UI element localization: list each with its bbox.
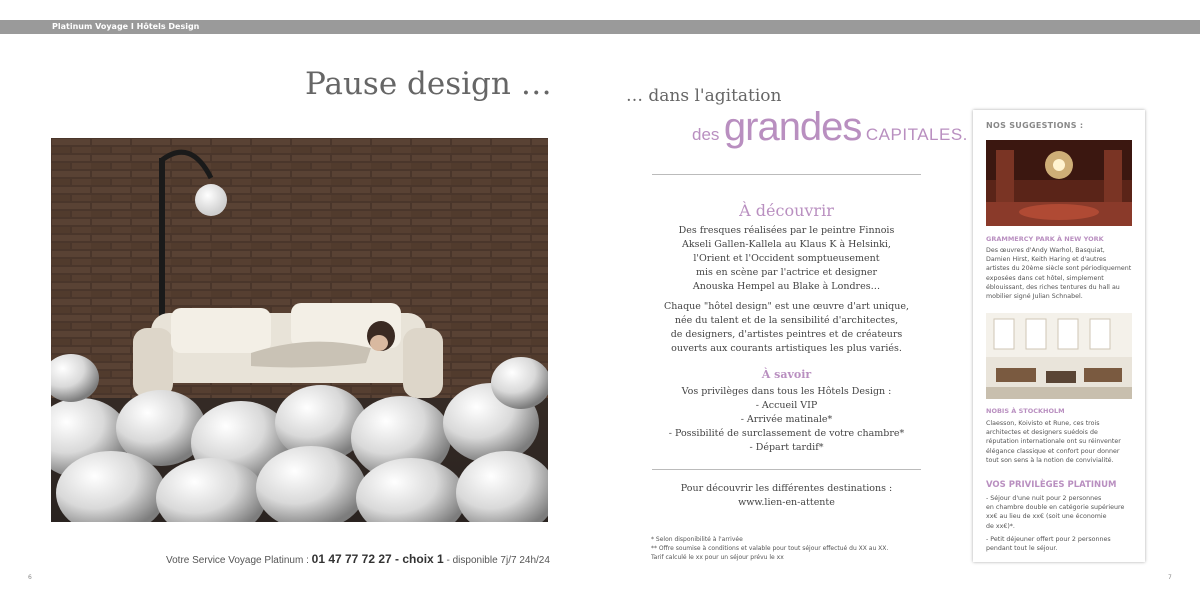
privileges-list xyxy=(986,494,1136,553)
savoir-item: - Départ tardif* xyxy=(749,442,824,453)
text-line: Des fresques réalisées par le peintre Finnois xyxy=(678,225,895,236)
hotel1-illustration xyxy=(986,140,1132,226)
footnote: Tarif calculé le xx pour un séjour prévu le xx xyxy=(651,554,784,561)
main-photo xyxy=(51,138,548,522)
savoir-list xyxy=(652,385,921,455)
savoir-heading: À savoir xyxy=(761,368,812,381)
footnote: * Selon disponibilité à l'arrivée xyxy=(651,536,743,543)
privilege-item xyxy=(986,494,1136,531)
text-line: de designers, d'artistes peintres et de créateurs xyxy=(670,329,903,340)
hotel1-description xyxy=(986,246,1136,301)
page-number-right: 7 xyxy=(1168,574,1172,581)
center-column xyxy=(652,174,921,510)
title-left: Pause design … xyxy=(305,66,552,102)
hotel1-name: GRAMMERCY PARK À NEW YORK xyxy=(986,235,1104,243)
text-line: architectes et designers suédois de xyxy=(986,429,1098,437)
text-line: en chambre double en catégorie supérieure xyxy=(986,504,1125,512)
privileges-heading: VOS PRIVILÈGES PLATINUM xyxy=(986,480,1117,490)
savoir-item: - Arrivée matinale* xyxy=(740,414,833,425)
text-line: tout son sens à la notion de convivialité. xyxy=(986,456,1114,464)
hotel2-illustration xyxy=(986,313,1132,399)
title-right-prefix: des xyxy=(692,125,720,144)
service-suffix: - disponible 7j/7 24h/24 xyxy=(443,555,550,566)
discover-paragraph-2 xyxy=(652,300,921,356)
footnote: ** Offre soumise à conditions et valable pour tout séjour effectué du XX au XX. xyxy=(651,545,889,552)
footnotes xyxy=(651,535,888,562)
text-line: exposées dans cet hôtel, simplement xyxy=(986,274,1104,282)
text-line: réputation internationale ont su réinventer xyxy=(986,438,1121,446)
text-line: élégance classique et confort pour donner xyxy=(986,447,1120,455)
text-line: éblouissant, des riches tentures du hall au xyxy=(986,283,1120,291)
text-line: Damien Hirst, Keith Haring et d'autres xyxy=(986,256,1107,264)
text-line: artistes du 20ème siècle sont périodiquement xyxy=(986,265,1132,273)
title-right-line1: … dans l'agitation xyxy=(626,86,782,106)
text-line: - Séjour d'une nuit pour 2 personnes xyxy=(986,495,1102,502)
text-line: Akseli Gallen-Kallela au Klaus K à Helsinki, xyxy=(682,239,891,250)
text-line: Des œuvres d'Andy Warhol, Basquiat, xyxy=(986,247,1105,254)
text-line: ouverts aux courants artistiques les plus variés. xyxy=(671,343,902,354)
destinations xyxy=(652,482,921,510)
privilege-item xyxy=(986,535,1136,553)
text-line: née du talent et de la sensibilité d'architectes, xyxy=(674,315,899,326)
text-line: Chaque "hôtel design" est une œuvre d'art unique, xyxy=(664,301,909,312)
hotel2-photo xyxy=(986,313,1132,399)
destinations-text: Pour découvrir les différentes destinations : xyxy=(680,483,893,494)
text-line: l'Orient et l'Occident somptueusement xyxy=(693,253,880,264)
text-line: mis en scène par l'actrice et designer xyxy=(695,267,878,278)
savoir-item: - Possibilité de surclassement de votre chambre* xyxy=(668,428,905,439)
service-phone[interactable]: 01 47 77 72 27 - choix 1 xyxy=(311,552,444,566)
title-right-line2 xyxy=(692,105,968,150)
section-divider xyxy=(652,469,921,470)
hotel1-photo xyxy=(986,140,1132,226)
header-label: Platinum Voyage I Hôtels Design xyxy=(52,22,200,31)
header-bar xyxy=(0,20,1200,34)
service-line xyxy=(166,552,550,566)
title-right-big: grandes xyxy=(723,105,862,149)
text-line: pendant tout le séjour. xyxy=(986,545,1058,553)
text-line: Anouska Hempel au Blake à Londres… xyxy=(692,281,881,292)
title-right-caps: CAPITALES. xyxy=(865,125,968,144)
savoir-intro: Vos privilèges dans tous les Hôtels Design : xyxy=(681,386,892,397)
text-line: xx€ au lieu de xx€ (soit une économie xyxy=(986,513,1107,521)
hotel2-name: NOBIS À STOCKHOLM xyxy=(986,407,1065,415)
suggestions-sidebar xyxy=(973,110,1145,562)
sidebar-heading: NOS SUGGESTIONS : xyxy=(986,121,1084,130)
text-line: - Petit déjeuner offert pour 2 personnes xyxy=(986,535,1111,543)
main-photo-illustration xyxy=(51,138,548,522)
text-line: Claesson, Koivisto et Rune, ces trois xyxy=(986,420,1100,427)
savoir-item: - Accueil VIP xyxy=(755,400,818,411)
hotel2-description xyxy=(986,419,1136,465)
text-line: mobilier signé Julian Schnabel. xyxy=(986,293,1083,301)
service-prefix: Votre Service Voyage Platinum : xyxy=(166,555,312,566)
discover-heading: À découvrir xyxy=(739,201,834,220)
page-number-left: 6 xyxy=(28,574,32,581)
text-line: de xx€)*. xyxy=(986,522,1015,530)
destinations-link[interactable]: www.lien-en-attente xyxy=(738,497,835,508)
discover-paragraph-1 xyxy=(652,224,921,294)
